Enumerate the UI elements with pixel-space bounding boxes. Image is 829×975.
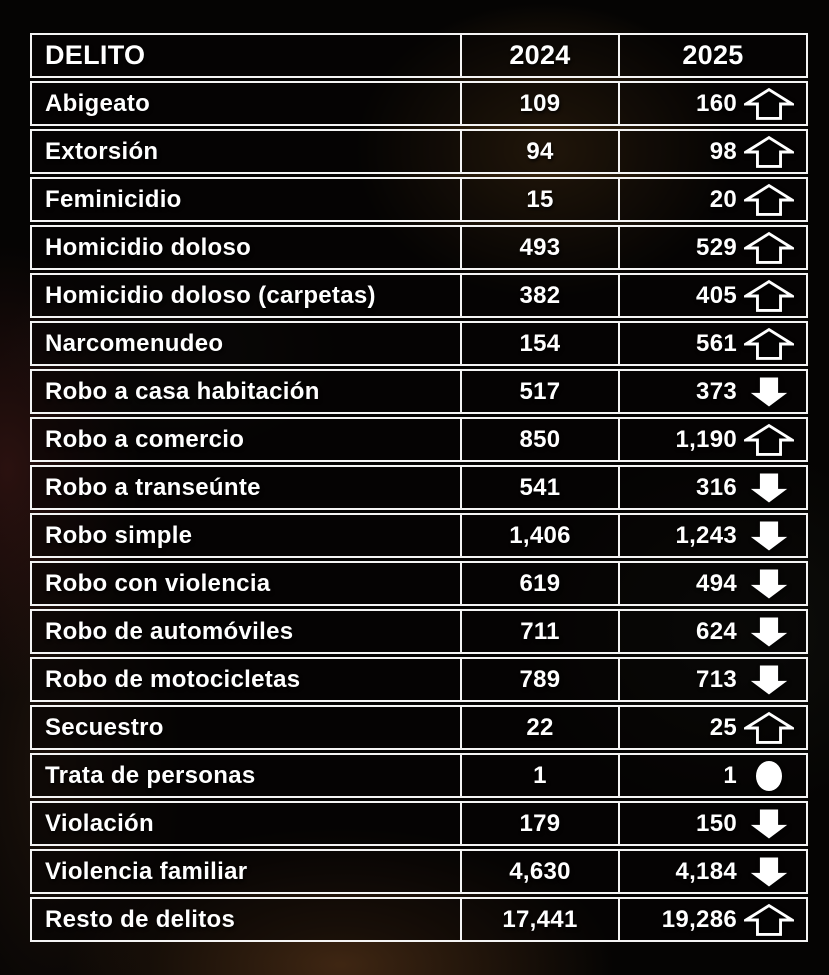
- value-2024: 541: [519, 473, 561, 501]
- arrow-down-icon: [749, 807, 789, 841]
- value-2024: 94: [526, 137, 554, 165]
- value-2024-cell: [460, 83, 618, 124]
- trend-icon-slot: [742, 372, 796, 412]
- value-2025-cell: [618, 851, 806, 892]
- value-2025-cell: [618, 179, 806, 220]
- value-2024: 4,630: [509, 857, 571, 885]
- value-2024-cell: [460, 179, 618, 220]
- value-2025-cell: [618, 227, 806, 268]
- crime-label-cell: [32, 179, 460, 220]
- crime-label: Violación: [45, 809, 154, 837]
- trend-icon-slot: [742, 564, 796, 604]
- value-2025-cell: [618, 467, 806, 508]
- value-2024: 493: [519, 233, 561, 261]
- table-row: [30, 753, 808, 798]
- arrow-up-icon: [744, 135, 794, 169]
- value-2025-cell: [618, 371, 806, 412]
- table-row: [30, 513, 808, 558]
- value-2024: 789: [519, 665, 561, 693]
- value-2025-cell: [618, 611, 806, 652]
- value-2025: 713: [696, 665, 737, 693]
- value-2025: 624: [696, 617, 737, 645]
- table-row: [30, 465, 808, 510]
- trend-icon-slot: [742, 468, 796, 508]
- crime-label: Robo a comercio: [45, 425, 245, 453]
- header-2025-cell: [618, 35, 806, 76]
- value-2025-cell: [618, 563, 806, 604]
- crime-label-cell: [32, 275, 460, 316]
- value-2024-cell: [460, 467, 618, 508]
- value-2025: 4,184: [675, 857, 737, 885]
- value-2024-cell: [460, 659, 618, 700]
- value-2024-cell: [460, 227, 618, 268]
- trend-icon-slot: [742, 228, 796, 268]
- crime-label-cell: [32, 83, 460, 124]
- trend-icon-slot: [742, 756, 796, 796]
- crime-label-cell: [32, 707, 460, 748]
- crime-label: Robo de automóviles: [45, 617, 294, 645]
- value-2025: 20: [709, 185, 737, 213]
- crime-label: Robo a transeúnte: [45, 473, 261, 501]
- value-2024: 109: [519, 89, 561, 117]
- crime-label-cell: [32, 851, 460, 892]
- table-row: [30, 657, 808, 702]
- value-2024-cell: [460, 611, 618, 652]
- value-2025: 1,243: [675, 521, 737, 549]
- value-2025-cell: [618, 323, 806, 364]
- crime-label: Trata de personas: [45, 761, 256, 789]
- arrow-up-icon: [744, 327, 794, 361]
- crime-label-cell: [32, 515, 460, 556]
- value-2025: 561: [696, 329, 737, 357]
- value-2025-cell: [618, 419, 806, 460]
- header-2024: 2024: [509, 40, 571, 70]
- crime-label: Extorsión: [45, 137, 159, 165]
- crime-label-cell: [32, 659, 460, 700]
- value-2025-cell: [618, 131, 806, 172]
- crime-label: Robo simple: [45, 521, 193, 549]
- arrow-up-icon: [744, 231, 794, 265]
- value-2024-cell: [460, 419, 618, 460]
- trend-icon-slot: [742, 660, 796, 700]
- crime-label-cell: [32, 899, 460, 940]
- crime-label: Robo a casa habitación: [45, 377, 320, 405]
- value-2024: 1: [533, 761, 547, 789]
- arrow-up-icon: [744, 711, 794, 745]
- crime-label-cell: [32, 323, 460, 364]
- table-row: [30, 129, 808, 174]
- value-2025: 1: [723, 761, 737, 789]
- trend-icon-slot: [742, 180, 796, 220]
- table-row: [30, 561, 808, 606]
- table-row: [30, 177, 808, 222]
- crime-label: Robo con violencia: [45, 569, 271, 597]
- arrow-up-icon: [744, 279, 794, 313]
- value-2024-cell: [460, 707, 618, 748]
- table-row: [30, 321, 808, 366]
- value-2025-cell: [618, 803, 806, 844]
- crime-label: Resto de delitos: [45, 905, 236, 933]
- crime-label-cell: [32, 419, 460, 460]
- value-2025: 150: [696, 809, 737, 837]
- value-2025: 405: [696, 281, 737, 309]
- value-2024: 382: [519, 281, 561, 309]
- arrow-up-icon: [744, 903, 794, 937]
- value-2025: 25: [709, 713, 737, 741]
- crime-label-cell: [32, 755, 460, 796]
- crime-label-cell: [32, 227, 460, 268]
- value-2025: 316: [696, 473, 737, 501]
- table-row: [30, 705, 808, 750]
- value-2025-cell: [618, 275, 806, 316]
- trend-icon-slot: [742, 900, 796, 940]
- table-row: [30, 225, 808, 270]
- arrow-down-icon: [749, 471, 789, 505]
- value-2024-cell: [460, 851, 618, 892]
- crime-label: Narcomenudeo: [45, 329, 224, 357]
- value-2024: 850: [519, 425, 561, 453]
- arrow-down-icon: [749, 855, 789, 889]
- value-2024: 15: [526, 185, 554, 213]
- value-2025: 160: [696, 89, 737, 117]
- value-2024: 711: [520, 617, 560, 645]
- value-2024: 179: [519, 809, 561, 837]
- crime-label: Violencia familiar: [45, 857, 248, 885]
- value-2025: 19,286: [661, 905, 737, 933]
- value-2024-cell: [460, 803, 618, 844]
- header-2024-cell: [460, 35, 618, 76]
- crime-label-cell: [32, 803, 460, 844]
- value-2024-cell: [460, 563, 618, 604]
- table-row: [30, 369, 808, 414]
- value-2024-cell: [460, 515, 618, 556]
- arrow-down-icon: [749, 519, 789, 553]
- header-2025: 2025: [682, 40, 744, 70]
- arrow-up-icon: [744, 87, 794, 121]
- table-row: [30, 273, 808, 318]
- crime-label-cell: [32, 611, 460, 652]
- crime-label: Abigeato: [45, 89, 151, 117]
- trend-icon-slot: [742, 708, 796, 748]
- value-2024: 154: [519, 329, 561, 357]
- trend-icon-slot: [742, 84, 796, 124]
- trend-icon-slot: [742, 420, 796, 460]
- table-row: [30, 801, 808, 846]
- value-2024-cell: [460, 323, 618, 364]
- arrow-down-icon: [749, 567, 789, 601]
- arrow-down-icon: [749, 615, 789, 649]
- crime-label-cell: [32, 563, 460, 604]
- value-2024: 619: [519, 569, 561, 597]
- table-row: [30, 609, 808, 654]
- equal-circle-icon: [755, 760, 783, 792]
- crime-label: Homicidio doloso: [45, 233, 252, 261]
- trend-icon-slot: [742, 612, 796, 652]
- crime-label: Feminicidio: [45, 185, 182, 213]
- trend-icon-slot: [742, 804, 796, 844]
- value-2025-cell: [618, 707, 806, 748]
- crime-label: Secuestro: [45, 713, 164, 741]
- value-2024-cell: [460, 899, 618, 940]
- trend-icon-slot: [742, 852, 796, 892]
- trend-icon-slot: [742, 132, 796, 172]
- value-2024: 1,406: [509, 521, 571, 549]
- value-2025-cell: [618, 659, 806, 700]
- arrow-up-icon: [744, 423, 794, 457]
- value-2025-cell: [618, 899, 806, 940]
- table-row: [30, 849, 808, 894]
- arrow-up-icon: [744, 183, 794, 217]
- header-delito-cell: [32, 35, 460, 76]
- value-2025: 373: [696, 377, 737, 405]
- value-2025: 494: [696, 569, 737, 597]
- value-2024: 17,441: [502, 905, 578, 933]
- value-2025-cell: [618, 755, 806, 796]
- crime-label-cell: [32, 371, 460, 412]
- crime-statistics-table: [30, 33, 808, 942]
- crime-label-cell: [32, 467, 460, 508]
- value-2024-cell: [460, 371, 618, 412]
- crime-label: Homicidio doloso (carpetas): [45, 281, 376, 309]
- table-row: [30, 897, 808, 942]
- value-2024: 22: [526, 713, 554, 741]
- header-delito: DELITO: [45, 40, 146, 70]
- arrow-down-icon: [749, 663, 789, 697]
- table-row: [30, 81, 808, 126]
- value-2025-cell: [618, 515, 806, 556]
- value-2024: 517: [519, 377, 561, 405]
- table-row: [30, 417, 808, 462]
- crime-label-cell: [32, 131, 460, 172]
- value-2024-cell: [460, 755, 618, 796]
- value-2025: 98: [709, 137, 737, 165]
- value-2024-cell: [460, 131, 618, 172]
- value-2025: 1,190: [675, 425, 737, 453]
- value-2024-cell: [460, 275, 618, 316]
- value-2025: 529: [696, 233, 737, 261]
- trend-icon-slot: [742, 324, 796, 364]
- crime-label: Robo de motocicletas: [45, 665, 301, 693]
- value-2025-cell: [618, 83, 806, 124]
- table-header-row: [30, 33, 808, 78]
- trend-icon-slot: [742, 516, 796, 556]
- arrow-down-icon: [749, 375, 789, 409]
- trend-icon-slot: [742, 276, 796, 316]
